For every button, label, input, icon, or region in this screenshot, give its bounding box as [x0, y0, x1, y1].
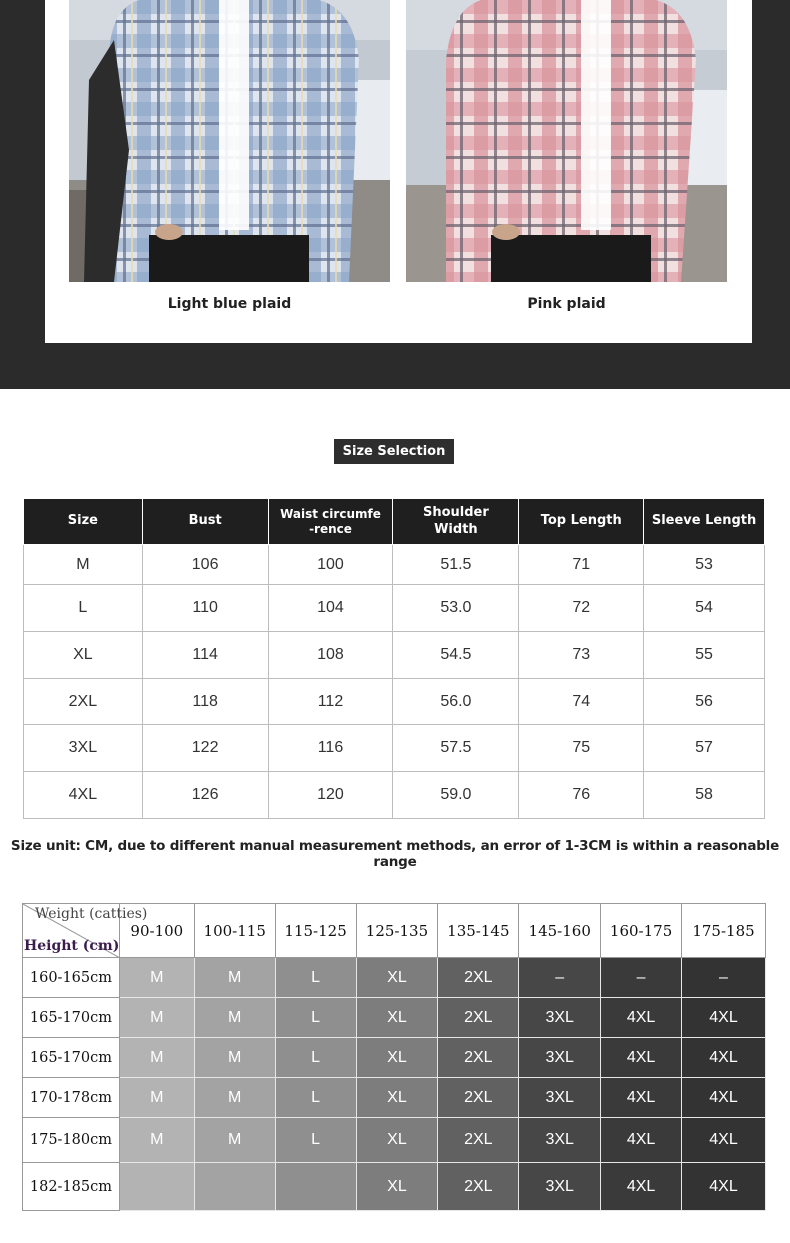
size-row — [24, 679, 765, 725]
weight-range-header: 175-185 — [682, 904, 766, 958]
height-range-label: 160-165cm — [23, 958, 120, 998]
recommended-size-cell: 3XL — [519, 1163, 601, 1211]
waist-cell: 120 — [268, 772, 393, 819]
recommended-size-cell: M — [194, 1118, 275, 1163]
size-chart-header-row — [24, 499, 765, 545]
recommended-size-cell: 4XL — [601, 1078, 682, 1118]
height-row — [23, 998, 766, 1038]
weight-range-header: 115-125 — [275, 904, 356, 958]
recommended-size-cell: XL — [356, 958, 438, 998]
recommended-size-cell: L — [275, 998, 356, 1038]
height-row — [23, 958, 766, 998]
weight-range-header: 135-145 — [438, 904, 519, 958]
recommended-size-cell: M — [194, 998, 275, 1038]
height-range-label: 175-180cm — [23, 1118, 120, 1163]
weight-range-header: 90-100 — [119, 904, 194, 958]
recommended-size-cell: 3XL — [519, 1078, 601, 1118]
recommended-size-cell: – — [682, 958, 766, 998]
pink-plaid-photo — [406, 0, 727, 282]
bust-cell: 126 — [142, 772, 268, 819]
shoulder-width-cell: 51.5 — [393, 545, 519, 585]
recommended-size-cell: 3XL — [519, 998, 601, 1038]
product-photo-band — [0, 0, 790, 389]
height-range-label: 170-178cm — [23, 1078, 120, 1118]
shoulder-width-header — [393, 499, 519, 545]
shoulder-width-cell: 56.0 — [393, 679, 519, 725]
height-row — [23, 1038, 766, 1078]
height-range-label: 182-185cm — [23, 1163, 120, 1211]
size-row — [24, 585, 765, 632]
size-cell: XL — [24, 632, 143, 679]
recommended-size-cell: M — [194, 1078, 275, 1118]
recommended-size-cell: 4XL — [601, 1163, 682, 1211]
waist-cell: 112 — [268, 679, 393, 725]
sleeve-length-cell: 57 — [644, 725, 765, 772]
size-header: Size — [24, 499, 143, 545]
weight-range-header: 160-175 — [601, 904, 682, 958]
weight-height-table — [22, 903, 766, 1211]
top-length-cell: 72 — [519, 585, 644, 632]
top-length-cell: 76 — [519, 772, 644, 819]
recommended-size-cell: L — [275, 1118, 356, 1163]
bust-cell: 114 — [142, 632, 268, 679]
size-cell: L — [24, 585, 143, 632]
bust-cell: 122 — [142, 725, 268, 772]
shoulder-width-cell: 59.0 — [393, 772, 519, 819]
recommended-size-cell: XL — [356, 1118, 438, 1163]
recommended-size-cell: 4XL — [601, 1118, 682, 1163]
waist-header — [268, 499, 393, 545]
recommended-size-cell — [275, 1163, 356, 1211]
top-length-cell: 73 — [519, 632, 644, 679]
size-cell: 2XL — [24, 679, 143, 725]
recommended-size-cell: XL — [356, 1038, 438, 1078]
sleeve-length-cell: 54 — [644, 585, 765, 632]
size-unit-note: Size unit: CM, due to different manual measurement methods, an error of 1-3CM is within a reasonable range — [10, 838, 780, 870]
weight-range-header: 125-135 — [356, 904, 438, 958]
recommended-size-cell: 4XL — [682, 1118, 766, 1163]
recommended-size-cell: 2XL — [438, 1118, 519, 1163]
sleeve-length-cell: 58 — [644, 772, 765, 819]
shoulder-width-cell: 54.5 — [393, 632, 519, 679]
recommended-size-cell: L — [275, 958, 356, 998]
recommended-size-cell: – — [519, 958, 601, 998]
recommended-size-cell: 2XL — [438, 958, 519, 998]
recommended-size-cell: 3XL — [519, 1038, 601, 1078]
height-range-label: 165-170cm — [23, 998, 120, 1038]
waist-header-label: Waist circumfe-rence — [280, 506, 381, 536]
size-cell: 4XL — [24, 772, 143, 819]
recommended-size-cell: XL — [356, 998, 438, 1038]
bust-cell: 106 — [142, 545, 268, 585]
waist-cell: 104 — [268, 585, 393, 632]
recommended-size-cell: 4XL — [682, 1078, 766, 1118]
waist-cell: 116 — [268, 725, 393, 772]
recommended-size-cell: 4XL — [682, 998, 766, 1038]
waist-cell: 108 — [268, 632, 393, 679]
height-axis-label: Height (cm) — [24, 938, 120, 954]
recommended-size-cell: 2XL — [438, 1078, 519, 1118]
size-row — [24, 545, 765, 585]
waist-cell: 100 — [268, 545, 393, 585]
height-row — [23, 1163, 766, 1211]
recommended-size-cell: M — [194, 958, 275, 998]
shoulder-width-cell: 53.0 — [393, 585, 519, 632]
corner-header — [23, 904, 148, 958]
recommended-size-cell: 3XL — [519, 1118, 601, 1163]
recommended-size-cell — [119, 1163, 194, 1211]
recommended-size-cell: 2XL — [438, 1163, 519, 1211]
top-length-cell: 74 — [519, 679, 644, 725]
size-selection-title: Size Selection — [334, 439, 454, 464]
recommended-size-cell: M — [194, 1038, 275, 1078]
product-photo-card — [45, 0, 752, 343]
sleeve-length-header: Sleeve Length — [644, 499, 765, 545]
height-row — [23, 1118, 766, 1163]
height-range-label: 165-170cm — [23, 1038, 120, 1078]
sleeve-length-cell: 53 — [644, 545, 765, 585]
pink-plaid-caption: Pink plaid — [527, 296, 606, 312]
size-chart-table — [23, 498, 765, 819]
recommended-size-cell: M — [119, 1038, 194, 1078]
size-row — [24, 632, 765, 679]
recommended-size-cell: 4XL — [601, 1038, 682, 1078]
height-row — [23, 1078, 766, 1118]
recommended-size-cell: M — [119, 958, 194, 998]
shoulder-width-cell: 57.5 — [393, 725, 519, 772]
bust-cell: 110 — [142, 585, 268, 632]
sleeve-length-cell: 56 — [644, 679, 765, 725]
recommended-size-cell: 4XL — [682, 1163, 766, 1211]
top-length-header: Top Length — [519, 499, 644, 545]
recommended-size-cell — [194, 1163, 275, 1211]
light-blue-plaid-caption: Light blue plaid — [167, 296, 292, 312]
recommended-size-cell: – — [601, 958, 682, 998]
recommended-size-cell: M — [119, 1118, 194, 1163]
size-row — [24, 772, 765, 819]
weight-axis-label: Weight (catties) — [35, 906, 148, 922]
recommended-size-cell: M — [119, 1078, 194, 1118]
recommended-size-cell: 2XL — [438, 998, 519, 1038]
recommended-size-cell: XL — [356, 1078, 438, 1118]
recommended-size-cell: XL — [356, 1163, 438, 1211]
bust-cell: 118 — [142, 679, 268, 725]
sleeve-length-cell: 55 — [644, 632, 765, 679]
recommended-size-cell: 4XL — [601, 998, 682, 1038]
size-cell: M — [24, 545, 143, 585]
recommended-size-cell: 4XL — [682, 1038, 766, 1078]
weight-range-header: 145-160 — [519, 904, 601, 958]
recommended-size-cell: L — [275, 1078, 356, 1118]
top-length-cell: 75 — [519, 725, 644, 772]
light-blue-plaid-photo — [69, 0, 390, 282]
weight-range-header: 100-115 — [194, 904, 275, 958]
bust-header: Bust — [142, 499, 268, 545]
recommended-size-cell: 2XL — [438, 1038, 519, 1078]
shoulder-width-label: Shoulder Width — [422, 505, 489, 537]
weight-header-row — [23, 904, 766, 958]
recommended-size-cell: L — [275, 1038, 356, 1078]
top-length-cell: 71 — [519, 545, 644, 585]
size-cell: 3XL — [24, 725, 143, 772]
recommended-size-cell: M — [119, 998, 194, 1038]
size-row — [24, 725, 765, 772]
